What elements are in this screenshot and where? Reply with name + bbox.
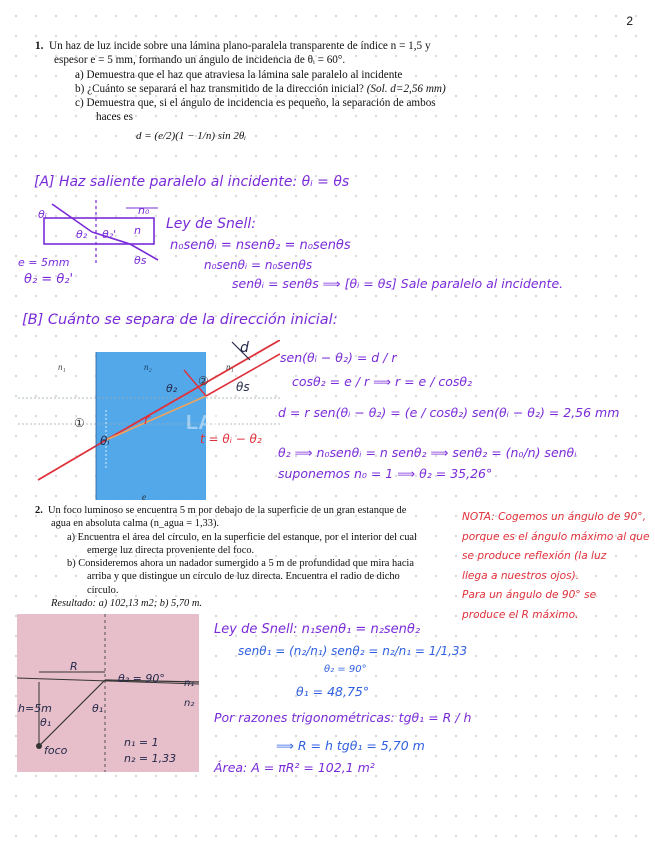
fig2-n2: n₂ [184, 698, 195, 709]
solution-2-eq1: senθ₁ = (n₂/n₁) senθ₂ = n₂/n₁ = 1/1,33 [238, 644, 468, 658]
section-b-eq3: d = r sen(θᵢ − θ₂) = (e / cosθ₂) sen(θᵢ − θ₂) = 2,56 mm [278, 405, 620, 420]
problem-1-c1: c) Demuestra que, si el ángulo de incidencia es pequeño, la separación de ambos [75, 97, 436, 110]
label-theta2-a: θ₂ [76, 228, 88, 241]
note-line6: produce el R máximo. [462, 608, 579, 621]
fig2-th2: θ₂ = 90° [118, 672, 165, 685]
problem-1-line1: Un haz de luz incide sobre una lámina plano-paralela transparente de índice n = 1,5 y [48, 40, 431, 52]
note-line3: se produce reflexión (la luz [462, 550, 607, 562]
problem-2-b1: b) Consideremos ahora un nadador sumergido a 5 m de profundidad que mira hacia [67, 558, 414, 570]
problem-1-c2: haces es [96, 111, 133, 124]
problem-1-b: b) ¿Cuánto se separará el haz transmitido de la dirección inicial? [75, 82, 364, 95]
problem-1-line2: espesor e = 5 mm, formando un ángulo de incidencia de θᵢ = 60°. [54, 54, 346, 67]
problem-1-b-solution: (Sol. d=2,56 mm) [366, 82, 446, 95]
section-b-eq5: suponemos n₀ = 1 ⟹ θ₂ = 35,26° [278, 466, 493, 481]
problem-2-b2: arriba y que distingue un círculo de luz directa. Encuentra el radio de dicho [87, 571, 400, 583]
problem-2-number: 2. [35, 505, 43, 516]
problem-2-result: Resultado: a) 102,13 m2; b) 5,70 m. [51, 598, 202, 610]
note-block [462, 508, 650, 625]
diagram-b-watermark: LAB [186, 412, 228, 434]
diagram-b-circ2: ② [198, 374, 209, 388]
solution-2-eq3: Por razones trigonométricas: tgθ₁ = R / h [214, 710, 472, 725]
label-theta2p-a: θ₂' [102, 228, 117, 241]
snell-eq3-a: senθᵢ = senθs ⟹ [θᵢ = θs] Sale paralelo al incidente. [232, 276, 564, 291]
fig2-R: R [70, 660, 78, 673]
problem-2-statement [35, 504, 417, 610]
fig2-n1: n₁ [184, 678, 195, 689]
source-dot [36, 743, 42, 749]
solution-2-eq1-note: θ₂ = 90° [324, 664, 367, 675]
fig2-foco: foco [44, 744, 68, 757]
label-theta-s-a: θs [134, 254, 147, 267]
page-number: 2 [626, 14, 633, 28]
problem-2-line1: Un foco luminoso se encuentra 5 m por debajo de la superficie de un gran estanque de [48, 505, 407, 516]
note-line5: Para un ángulo de 90° se [462, 589, 597, 601]
section-b-eq2: cosθ₂ = e / r ⟹ r = e / cosθ₂ [292, 374, 473, 389]
section-b-title: [B] Cuánto se separa de la dirección inicial: [22, 312, 338, 328]
label-n0-a: n₀ [138, 204, 150, 217]
fig2-th1b: θ₁ [40, 716, 52, 729]
diagram-b-t: t = θᵢ − θ₂ [200, 432, 262, 446]
diagram-b-n2: n₂ [144, 362, 152, 372]
diagram-b-r: r [144, 412, 150, 428]
solution-2-eq4: ⟹ R = h tgθ₁ = 5,70 m [276, 738, 425, 753]
solution-2-eq5: Área: A = πR² = 102,1 m² [214, 760, 375, 775]
note-line2: porque es el ángulo máximo al que [462, 530, 650, 543]
snell-eq2-a: n₀senθᵢ = n₀senθs [204, 258, 313, 272]
fig2-n1-value: n₁ = 1 [124, 736, 159, 749]
problem-1-statement [35, 39, 446, 125]
snell-eq1-a: n₀senθᵢ = nsenθ₂ = n₀senθs [170, 238, 351, 253]
diagram-b-n1-left: n₁ [58, 362, 66, 372]
fig2-th1: θ₁ [92, 702, 104, 715]
problem-1-number: 1. [35, 40, 44, 52]
problem-2-a1: a) Encuentra el área del círculo, en la superficie del estanque, por el interior del cual [67, 531, 417, 543]
diagram-b-e: e [142, 492, 146, 502]
problem-2-a2: emerge luz directa proveniente del foco. [87, 544, 255, 556]
diagram-b-circ1: ① [74, 416, 85, 430]
fig2-n2-value: n₂ = 1,33 [124, 752, 177, 765]
problem-2-b3: círculo. [87, 584, 119, 596]
problem-1-a: a) Demuestra que el haz que atraviesa la lámina sale paralelo al incidente [75, 68, 403, 81]
label-theta2-equal: θ₂ = θ₂' [24, 272, 74, 287]
section-a-title: [A] Haz saliente paralelo al incidente: θᵢ = θs [34, 174, 350, 190]
label-e-5mm: e = 5mm [18, 256, 70, 269]
note-line4: llega a nuestros ojos). [462, 569, 580, 582]
solution-2-eq2: θ₁ = 48,75° [296, 684, 370, 699]
fig2-h: h=5m [18, 702, 52, 715]
diagram-b-ths: θs [236, 380, 250, 394]
diagram-b-d: d [240, 340, 249, 356]
label-n-a: n [134, 224, 141, 237]
snell-title-a: Ley de Snell: [166, 216, 256, 232]
section-b-eq1: sen(θᵢ − θ₂) = d / r [280, 350, 397, 365]
problem-1-formula: d = (e/2)(1 − 1/n) sin 2θᵢ [136, 130, 246, 142]
problem-2-line2: agua en absoluta calma (n_agua = 1,33). [51, 518, 220, 530]
label-theta-i-a: θᵢ [38, 208, 47, 221]
solution-2-snell: Ley de Snell: n₁senθ₁ = n₂senθ₂ [214, 622, 421, 637]
diagram-b-n1-right: n₁ [226, 362, 234, 372]
diagram-b-thi: θᵢ [100, 434, 110, 448]
note-line1: NOTA: Cogemos un ángulo de 90°, [462, 511, 646, 523]
diagram-b-th2: θ₂ [166, 382, 178, 395]
section-b-eq4: θ₂ ⟹ n₀senθᵢ = n senθ₂ ⟹ senθ₂ = (n₀/n) senθᵢ [278, 445, 577, 460]
